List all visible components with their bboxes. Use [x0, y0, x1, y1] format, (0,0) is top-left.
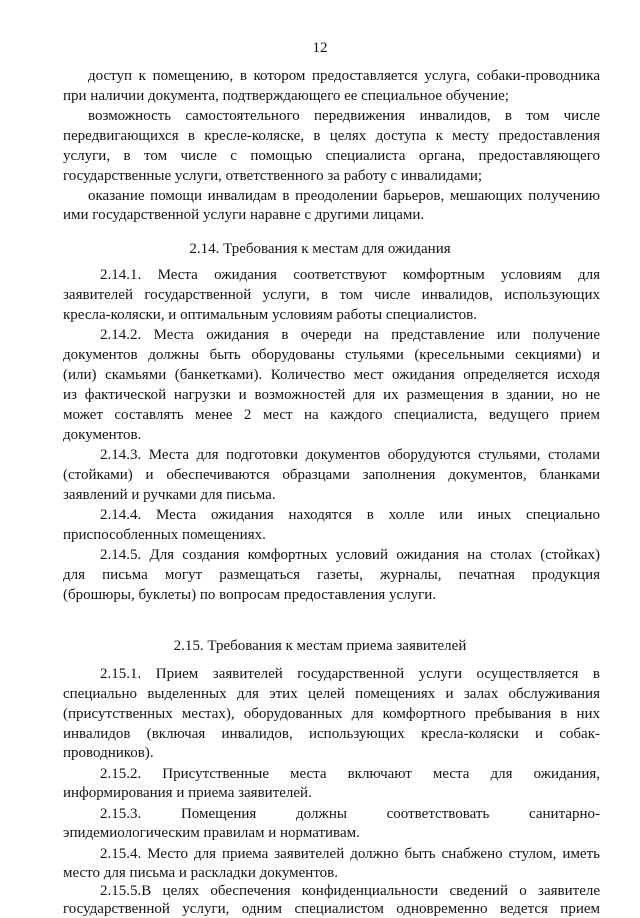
text-line: 2.14.5. Для создания комфортных условий ожидания на столах (стойках) [100, 547, 600, 563]
text-line: 2.14.3. Места для подготовки документов оборудуются стульями, столами [100, 447, 600, 463]
text-line: государственные услуги, ответственного за работу с инвалидами; [63, 168, 483, 184]
text-line: услуги, в том числе с помощью специалиста органа, предоставляющего [63, 148, 600, 164]
text-line: 2.15.3. Помещения должны соответствовать санитарно- [100, 806, 600, 822]
text-line: инвалидов (включая инвалидов, использующих кресла-коляски и собак- [63, 726, 600, 742]
page-number: 12 [312, 40, 328, 56]
text-line: 2.14.2. Места ожидания в очереди на представление или получение [100, 327, 600, 343]
text-line: передвигающихся в кресле-коляске, в целях доступа к месту предоставления [63, 128, 600, 144]
text-line: 2.14.4. Места ожидания находятся в холле или иных специально [100, 507, 600, 523]
text-line: для письма могут размещаться газеты, журналы, печатная продукция [63, 567, 600, 583]
text-line: 2.15.4. Место для приема заявителей должно быть снабжено стулом, иметь [100, 846, 600, 862]
text-line: заявлений и ручками для письма. [63, 487, 276, 503]
text-line: приспособленных помещениях. [63, 527, 266, 543]
text-line: 2.14.1. Места ожидания соответствуют комфортным условиям для [100, 267, 600, 283]
text-line: 2.15.5.В целях обеспечения конфиденциальности сведений о заявителе [100, 883, 600, 899]
text-line: информирования и приема заявителей. [63, 785, 312, 801]
section-heading-2-15: 2.15. Требования к местам приема заявителей [173, 638, 467, 654]
text-line: оказание помощи инвалидам в преодолении барьеров, мешающих получению [88, 188, 600, 204]
text-line: специально выделенных для этих целей помещениях и залах обслуживания [63, 686, 600, 702]
text-line: (стойками) и обеспечиваются образцами заполнения документов, бланками [63, 467, 600, 483]
text-line: может составлять менее 2 мест на каждого специалиста, ведущего прием [63, 407, 600, 423]
text-line: при наличии документа, подтверждающего ее специальное обучение; [63, 88, 509, 104]
text-line: государственной услуги, одним специалистом одновременно ведется прием [63, 901, 600, 917]
text-line: эпидемиологическим правилам и нормативам. [63, 825, 360, 841]
text-line: 2.15.2. Присутственные места включают места для ожидания, [100, 766, 600, 782]
text-line: возможность самостоятельного передвижения инвалидов, в том числе [88, 108, 600, 124]
text-line: кресла-коляски, и оптимальным условиям работы специалистов. [63, 307, 477, 323]
text-line: проводников). [63, 745, 154, 761]
text-line: ими государственной услуги наравне с другими лицами. [63, 207, 425, 223]
text-line: доступ к помещению, в котором предоставляется услуга, собаки-проводника [88, 68, 600, 84]
text-line: (или) скамьями (банкетками). Количество мест ожидания определяется исходя [63, 367, 600, 383]
text-line: место для письма и раскладки документов. [63, 865, 339, 881]
text-line: заявителей государственной услуги, в том числе инвалидов, использующих [63, 287, 600, 303]
text-line: документов должны быть оборудованы стульями (кресельными секциями) и [63, 347, 600, 363]
text-line: (брошюры, буклеты) по вопросам предоставления услуги. [63, 587, 437, 603]
text-line: из фактической нагрузки и возможностей для их размещения в здании, но не [63, 387, 600, 403]
text-line: 2.15.1. Прием заявителей государственной услуги осуществляется в [100, 666, 600, 682]
section-heading-2-14: 2.14. Требования к местам для ожидания [189, 241, 451, 257]
text-line: (присутственных местах), оборудованных для комфортного пребывания в них [63, 706, 600, 722]
text-line: документов. [63, 427, 142, 443]
